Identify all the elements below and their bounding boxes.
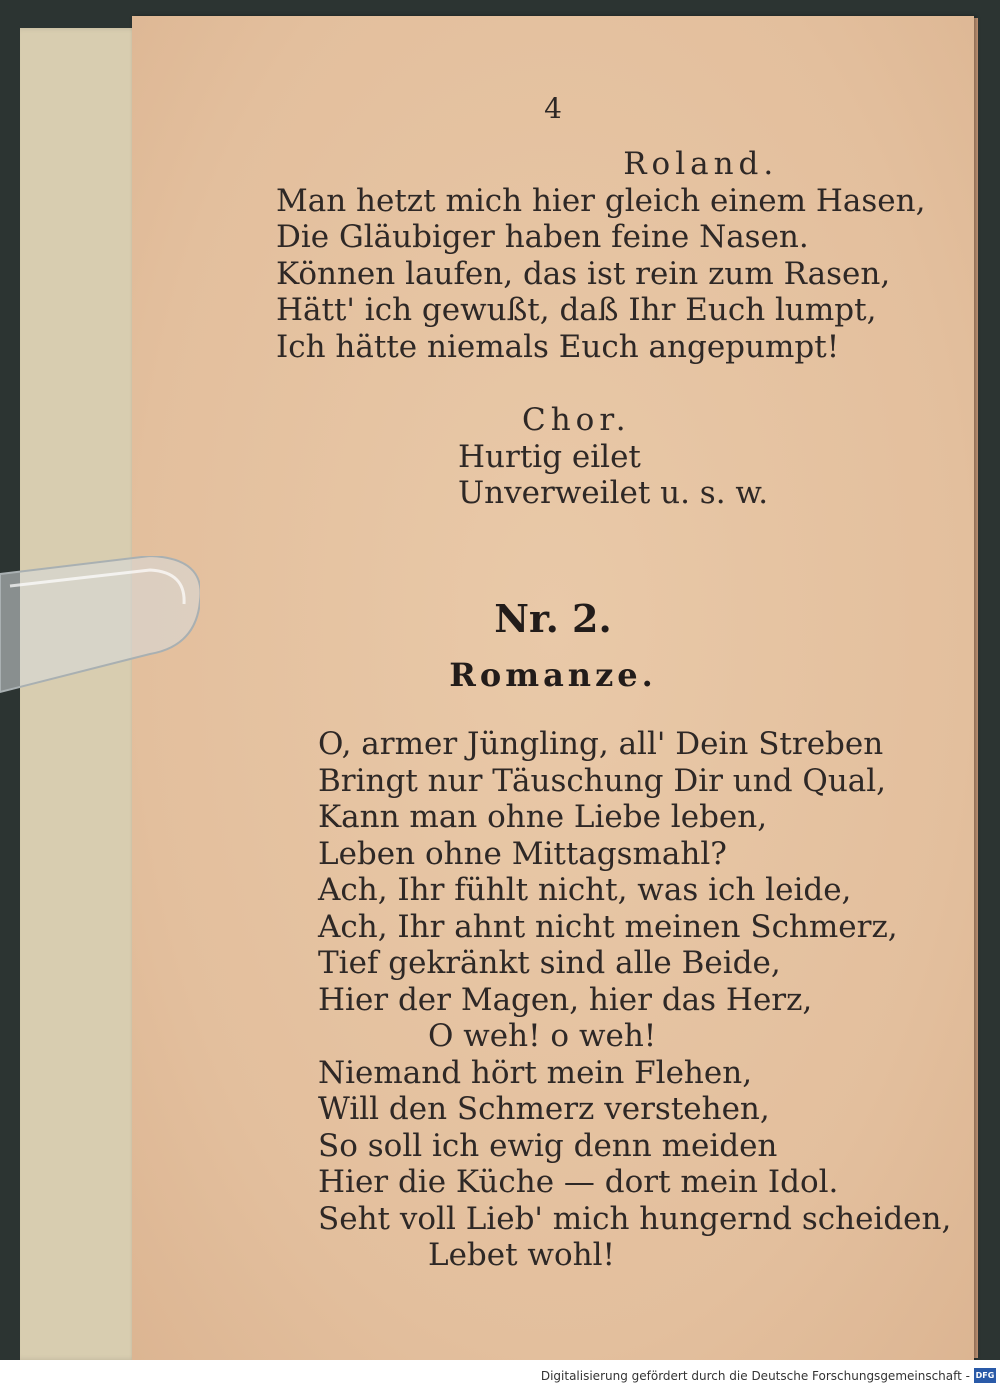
footer-credit: Digitalisierung gefördert durch die Deutsche Forschungsgemeinschaft - xyxy=(540,1369,970,1383)
verse-line: Niemand hört mein Flehen, xyxy=(318,1054,753,1091)
verse-line: Kann man ohne Liebe leben, xyxy=(318,799,768,835)
verse-line: Tief gekränkt sind alle Beide, xyxy=(318,945,781,981)
verse-line: Können laufen, das ist rein zum Rasen, xyxy=(276,255,891,292)
section-number: Nr. 2. xyxy=(494,596,612,641)
section-title: Romanze. xyxy=(449,656,657,694)
verse-line: Die Gläubiger haben feine Nasen. xyxy=(276,219,809,255)
verse-line: Bringt nur Täuschung Dir und Qual, xyxy=(318,762,887,799)
verse-line: So soll ich ewig denn meiden xyxy=(318,1127,778,1164)
verse-line: Hurtig eilet xyxy=(458,438,641,475)
verse-line: Hätt' ich gewußt, daß Ihr Euch lumpt, xyxy=(276,292,877,328)
speaker-chorus: Chor. xyxy=(522,402,631,438)
verse-line: Ach, Ihr ahnt nicht meinen Schmerz, xyxy=(318,908,898,945)
verse-line: Hier die Küche — dort mein Idol. xyxy=(318,1164,839,1200)
verse-line: Ich hätte niemals Euch angepumpt! xyxy=(276,328,840,365)
chorus-verse xyxy=(458,402,768,512)
romanze-verse xyxy=(318,726,951,1274)
verse-line: Will den Schmerz verstehen, xyxy=(318,1091,770,1127)
page-number: 4 xyxy=(544,92,562,125)
dfg-logo: DFG xyxy=(974,1368,996,1383)
verse-line: O weh! o weh! xyxy=(428,1018,657,1054)
verse-line: Man hetzt mich hier gleich einem Hasen, xyxy=(276,182,926,219)
verse-line: Unverweilet u. s. w. xyxy=(458,475,769,511)
verse-line: Leben ohne Mittagsmahl? xyxy=(318,835,727,872)
book-page xyxy=(132,16,974,1360)
verse-line: O, armer Jüngling, all' Dein Streben xyxy=(318,726,884,762)
verse-line: Ach, Ihr fühlt nicht, was ich leide, xyxy=(318,872,852,908)
verse-line: Lebet wohl! xyxy=(428,1237,615,1273)
verse-line: Seht voll Lieb' mich hungernd scheiden, xyxy=(318,1200,952,1237)
verse-line: Hier der Magen, hier das Herz, xyxy=(318,981,813,1018)
speaker-roland: Roland. xyxy=(623,146,779,182)
roland-verse xyxy=(276,146,925,365)
footer-bar xyxy=(0,1360,1000,1393)
page-clip xyxy=(0,556,200,706)
